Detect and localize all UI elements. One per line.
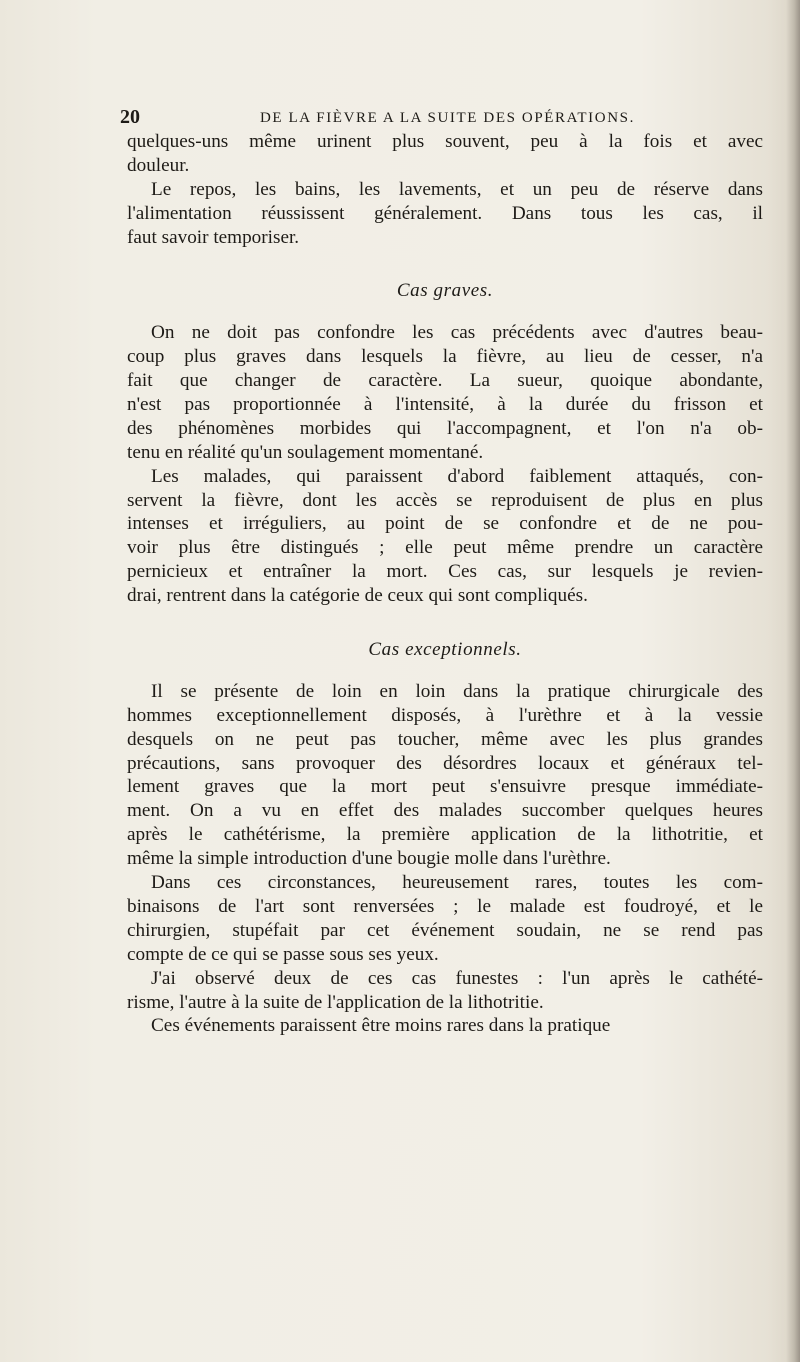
text-line: ment. On a vu en effet des malades succomber quelques heures xyxy=(127,800,763,822)
text-line: n'est pas proportionnée à l'intensité, à la durée du frisson et xyxy=(127,394,763,416)
text-line: même la simple introduction d'une bougie molle dans l'urèthre. xyxy=(127,848,611,870)
text-line: tenu en réalité qu'un soulagement momentané. xyxy=(127,441,484,463)
text-line: chirurgien, stupéfait par cet événement soudain, ne se rend pas xyxy=(127,919,763,941)
text-line: voir plus être distingués ; elle peut même prendre un caractère xyxy=(127,537,763,559)
text-line: risme, l'autre à la suite de l'application de la lithotritie. xyxy=(127,991,544,1013)
text-line: fait que changer de caractère. La sueur, quoique abondante, xyxy=(127,370,763,392)
text-line: quelques-uns même urinent plus souvent, peu à la fois et avec xyxy=(127,131,763,152)
running-title: DE LA FIÈVRE A LA SUITE DES OPÉRATIONS. xyxy=(260,110,635,126)
text-line: desquels on ne peut pas toucher, même avec les plus grandes xyxy=(127,728,763,750)
section-heading: Cas graves. xyxy=(396,280,494,302)
body-text xyxy=(127,130,763,1038)
text-line: J'ai observé deux de ces cas funestes : l'un après le cathété- xyxy=(151,967,763,989)
text-line: servent la fièvre, dont les accès se reproduisent de plus en plus xyxy=(127,489,763,511)
section-spacer xyxy=(127,662,763,680)
section-heading: Cas exceptionnels. xyxy=(368,639,522,661)
text-line: Il se présente de loin en loin dans la pratique chirurgicale des xyxy=(151,680,763,702)
text-line: Les malades, qui paraissent d'abord faiblement attaqués, con- xyxy=(151,465,763,487)
section-spacer xyxy=(127,303,763,321)
text-line: pernicieux et entraîner la mort. Ces cas, sur lesquels je revien- xyxy=(127,561,763,583)
section-spacer xyxy=(127,608,763,638)
text-line: douleur. xyxy=(127,154,190,176)
text-line: Le repos, les bains, les lavements, et un peu de réserve dans xyxy=(151,178,763,200)
text-line: précautions, sans provoquer des désordres locaux et généraux tel- xyxy=(127,752,763,774)
text-line: des phénomènes morbides qui l'accompagnent, et l'on n'a ob- xyxy=(127,417,763,439)
text-line: On ne doit pas confondre les cas précédents avec d'autres beau- xyxy=(151,322,763,344)
text-line: faut savoir temporiser. xyxy=(127,226,300,248)
text-line: hommes exceptionnellement disposés, à l'urèthre et à la vessie xyxy=(127,704,763,726)
text-line: compte de ce qui se passe sous ses yeux. xyxy=(127,943,439,965)
page-edge-shadow xyxy=(786,0,800,1362)
text-line: coup plus graves dans lesquels la fièvre, au lieu de cesser, n'a xyxy=(127,346,763,368)
text-line: drai, rentrent dans la catégorie de ceux qui sont compliqués. xyxy=(127,585,588,607)
text-line: binaisons de l'art sont renversées ; le malade est foudroyé, et le xyxy=(127,895,763,917)
text-line: l'alimentation réussissent généralement. Dans tous les cas, il xyxy=(127,202,763,224)
text-line: après le cathétérisme, la première application de la lithotritie, et xyxy=(127,824,763,846)
text-line: lement graves que la mort peut s'ensuivre presque immédiate- xyxy=(127,776,763,798)
section-spacer xyxy=(127,249,763,279)
text-line: Dans ces circonstances, heureusement rares, toutes les com- xyxy=(151,872,763,894)
text-line: intenses et irréguliers, au point de se confondre et de ne pou- xyxy=(127,513,763,535)
text-line: Ces événements paraissent être moins rares dans la pratique xyxy=(151,1015,611,1037)
page-number: 20 xyxy=(120,106,140,128)
